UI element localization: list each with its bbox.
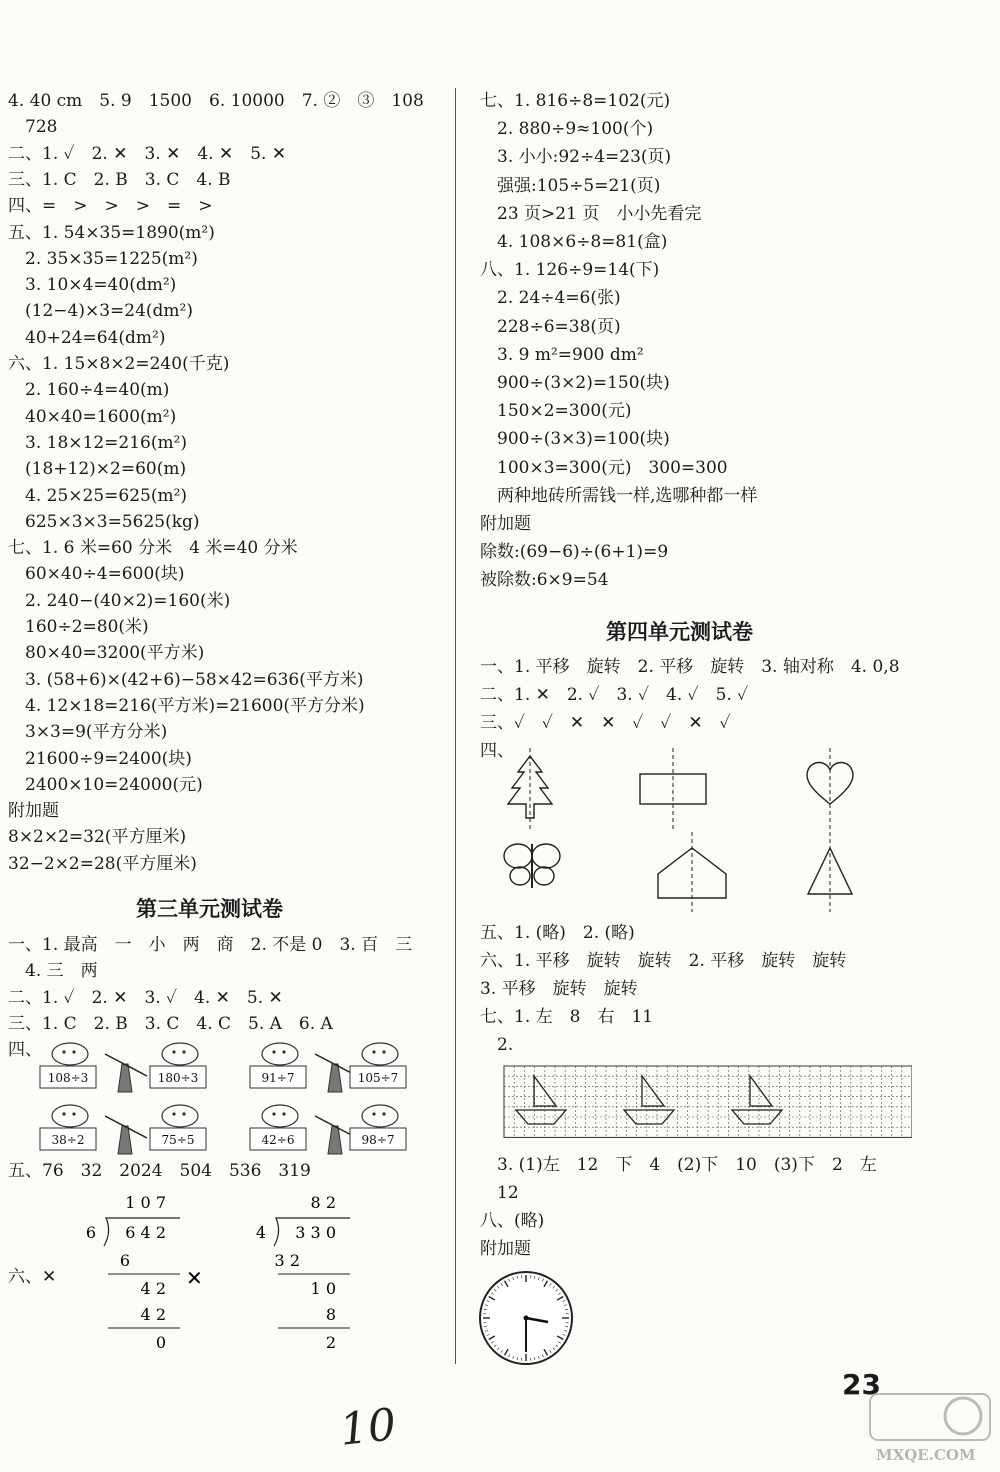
animal-eye-icon xyxy=(182,1050,185,1053)
answer-line: 三、1. C 2. B 3. C 4. B xyxy=(8,169,231,190)
division-step: 1 0 xyxy=(310,1279,336,1298)
animal-eye-icon xyxy=(172,1112,175,1115)
animal-eye-icon xyxy=(72,1112,75,1115)
animal-eye-icon xyxy=(282,1112,285,1115)
unit3-title: 第三单元测试卷 xyxy=(136,897,283,921)
answer-line: 4. 40 cm 5. 9 1500 6. 10000 7. ② ③ 108 xyxy=(8,91,424,111)
unit4-line: 2. xyxy=(480,1035,514,1055)
answer-line: 32−2×2=28(平方厘米) xyxy=(8,853,197,874)
unit4-line: 六、1. 平移 旋转 旋转 2. 平移 旋转 旋转 xyxy=(480,951,847,971)
answer-line: 两种地砖所需钱一样,选哪种都一样 xyxy=(480,485,758,506)
animal-eye-icon xyxy=(272,1112,275,1115)
answer-line: 2. 160÷4=40(m) xyxy=(8,380,170,401)
answer-line: 60×40÷4=600(块) xyxy=(8,564,185,585)
animal-eye-icon xyxy=(182,1112,185,1115)
division-quotient: 8 2 xyxy=(310,1193,336,1212)
animal-icon xyxy=(262,1105,298,1127)
unit3-q4-figures xyxy=(30,1038,450,1168)
column-divider xyxy=(455,88,456,1364)
unit3-q6-long-division xyxy=(30,1190,450,1365)
answer-line: 四、= > > > = > xyxy=(8,196,213,217)
answer-line: 100×3=300(元) 300=300 xyxy=(480,457,728,478)
answer-line: 二、1. ✓ 2. ✕ 3. ✕ 4. ✕ 5. ✕ xyxy=(8,143,287,164)
animal-eye-icon xyxy=(372,1112,375,1115)
division-step: 4 2 xyxy=(140,1305,166,1324)
unit3-line: 三、1. C 2. B 3. C 4. C 5. A 6. A xyxy=(8,1013,333,1034)
answer-line: 4. 108×6÷8=81(盒) xyxy=(480,232,668,252)
animal-icon xyxy=(52,1043,88,1065)
animal-eye-icon xyxy=(62,1112,65,1115)
answer-line: 2. 880÷9≈100(个) xyxy=(480,119,654,140)
balance-post xyxy=(118,1064,132,1092)
unit4-line: 一、1. 平移 旋转 2. 平移 旋转 3. 轴对称 4. 0,8 xyxy=(480,657,900,677)
answer-line: 八、1. 126÷9=14(下) xyxy=(480,260,660,281)
expression-text: 38÷2 xyxy=(51,1133,85,1147)
answer-line: 728 xyxy=(8,117,58,138)
animal-icon xyxy=(362,1105,398,1127)
division-remainder: 0 xyxy=(155,1333,166,1352)
butterfly-wing xyxy=(504,844,532,868)
expression-text: 108÷3 xyxy=(47,1071,89,1085)
answer-line: 3. 9 m²=900 dm² xyxy=(480,344,644,365)
butterfly-wing xyxy=(510,867,530,885)
clock-center xyxy=(524,1316,529,1321)
answer-line: 900÷(3×2)=150(块) xyxy=(480,373,670,393)
page-number: 23 xyxy=(842,1368,881,1401)
answer-line: 160÷2=80(米) xyxy=(8,617,149,637)
butterfly-wing xyxy=(532,844,560,868)
unit4-line: 12 xyxy=(480,1183,519,1203)
answer-line: 3. (58+6)×(42+6)−58×42=636(平方米) xyxy=(8,669,364,690)
answer-line: 228÷6=38(页) xyxy=(480,316,621,337)
unit3-q6-label: 六、✕ xyxy=(8,1267,57,1287)
unit4-q7-grid xyxy=(500,1062,912,1140)
unit4-line: 四、 xyxy=(480,741,514,761)
answer-line: 4. 25×25=625(m²) xyxy=(8,485,188,506)
answer-line: 2. 24÷4=6(张) xyxy=(480,288,621,309)
answer-line: 2400×10=24000(元) xyxy=(8,774,203,795)
animal-eye-icon xyxy=(62,1050,65,1053)
division-divisor: 4 xyxy=(255,1223,266,1242)
unit4-line: 二、1. ✕ 2. ✓ 3. ✓ 4. ✓ 5. ✓ xyxy=(480,685,749,705)
division-divisor: 6 xyxy=(85,1223,96,1242)
answer-line: 40×40=1600(m²) xyxy=(8,406,177,427)
unit3-q5-line: 五、76 32 2024 504 536 319 xyxy=(8,1161,311,1181)
animal-eye-icon xyxy=(272,1050,275,1053)
expression-text: 105÷7 xyxy=(357,1071,399,1085)
division-step: 8 xyxy=(325,1305,336,1324)
answer-line: 五、1. 54×35=1890(m²) xyxy=(8,222,215,243)
animal-eye-icon xyxy=(282,1050,285,1053)
answer-line: 23 页>21 页 小小先看完 xyxy=(480,203,702,224)
butterfly-wing xyxy=(534,867,554,885)
animal-icon xyxy=(162,1043,198,1065)
animal-eye-icon xyxy=(382,1050,385,1053)
unit4-line: 3. (1)左 12 下 4 (2)下 10 (3)下 2 左 xyxy=(480,1155,877,1175)
answer-line: 3. 小小:92÷4=23(页) xyxy=(480,147,672,168)
animal-icon xyxy=(162,1105,198,1127)
handwritten-number: 10 xyxy=(337,1399,399,1456)
answer-line: 附加题 xyxy=(480,514,531,534)
division-step: 4 2 xyxy=(140,1279,166,1298)
answer-line: 除数:(69−6)÷(6+1)=9 xyxy=(480,542,669,563)
animal-eye-icon xyxy=(382,1112,385,1115)
answer-line: 附加题 xyxy=(8,801,59,822)
boat-sail xyxy=(642,1076,664,1106)
answer-line: 3. 10×4=40(dm²) xyxy=(8,275,177,296)
balance-post xyxy=(118,1126,132,1154)
animal-icon xyxy=(52,1105,88,1127)
balance-post xyxy=(328,1064,342,1092)
answer-line: 3×3=9(平方分米) xyxy=(8,722,168,743)
unit4-line: 三、✓ ✓ ✕ ✕ ✓ ✓ ✕ ✓ xyxy=(480,713,731,733)
animal-eye-icon xyxy=(372,1050,375,1053)
cross-mark: ✕ xyxy=(186,1266,203,1290)
answer-line: (12−4)×3=24(dm²) xyxy=(8,301,193,322)
answer-line: 40+24=64(dm²) xyxy=(8,327,166,348)
answer-line: 625×3×3=5625(kg) xyxy=(8,511,200,532)
expression-text: 42÷6 xyxy=(261,1133,295,1147)
answer-line: 七、1. 816÷8=102(元) xyxy=(480,91,671,111)
answer-line: 2. 35×35=1225(m²) xyxy=(8,248,198,269)
boat-sail xyxy=(534,1076,556,1106)
answer-line: 七、1. 6 米=60 分米 4 米=40 分米 xyxy=(8,538,298,559)
expression-text: 98÷7 xyxy=(361,1133,395,1147)
answer-line: 21600÷9=2400(块) xyxy=(8,748,192,769)
unit4-line: 七、1. 左 8 右 11 xyxy=(480,1007,654,1027)
division-remainder: 2 xyxy=(325,1333,336,1352)
division-step: 6 xyxy=(119,1251,130,1270)
expression-text: 180÷3 xyxy=(157,1071,199,1085)
expression-text: 75÷5 xyxy=(161,1133,195,1147)
boat-sail xyxy=(750,1076,772,1106)
balance-post xyxy=(328,1126,342,1154)
unit3-line: 4. 三 两 xyxy=(8,961,98,982)
unit4-line: 五、1. (略) 2. (略) xyxy=(480,923,635,943)
expression-text: 91÷7 xyxy=(261,1071,295,1085)
answer-line: 8×2×2=32(平方厘米) xyxy=(8,827,187,848)
animal-icon xyxy=(362,1043,398,1065)
division-step: 3 2 xyxy=(274,1251,300,1270)
animal-eye-icon xyxy=(172,1050,175,1053)
unit4-line: 附加题 xyxy=(480,1239,531,1259)
answer-line: 被除数:6×9=54 xyxy=(480,570,609,591)
answer-line: 强强:105÷5=21(页) xyxy=(480,175,661,196)
unit4-line: 3. 平移 旋转 旋转 xyxy=(480,979,638,999)
unit3-line: 四、 xyxy=(8,1040,42,1061)
clock-face xyxy=(476,1268,576,1368)
unit3-line: 二、1. ✓ 2. ✕ 3. ✓ 4. ✕ 5. ✕ xyxy=(8,987,283,1008)
division-dividend: 3 3 0 xyxy=(295,1223,336,1242)
division-quotient: 1 0 7 xyxy=(125,1193,166,1212)
answer-line: 3. 18×12=216(m²) xyxy=(8,432,188,453)
animal-eye-icon xyxy=(72,1050,75,1053)
answer-line: 六、1. 15×8×2=240(千克) xyxy=(8,354,230,374)
unit4-q4-symmetry-figures xyxy=(490,748,890,918)
answer-line: 150×2=300(元) xyxy=(480,401,632,422)
answer-line: 4. 12×18=216(平方米)=21600(平方分米) xyxy=(8,695,365,716)
animal-icon xyxy=(262,1043,298,1065)
unit3-line: 一、1. 最高 一 小 两 商 2. 不是 0 3. 百 三 xyxy=(8,935,413,955)
svg-text:MXQE.COM: MXQE.COM xyxy=(876,1446,976,1464)
answer-line: 2. 240−(40×2)=160(米) xyxy=(8,590,231,611)
answer-line: (18+12)×2=60(m) xyxy=(8,459,187,480)
unit4-title: 第四单元测试卷 xyxy=(606,620,753,644)
answer-line: 900÷(3×3)=100(块) xyxy=(480,429,670,450)
answer-line: 80×40=3200(平方米) xyxy=(8,643,205,664)
unit4-line: 八、(略) xyxy=(480,1211,545,1231)
division-dividend: 6 4 2 xyxy=(125,1223,166,1242)
watermark-logo xyxy=(868,1388,993,1466)
